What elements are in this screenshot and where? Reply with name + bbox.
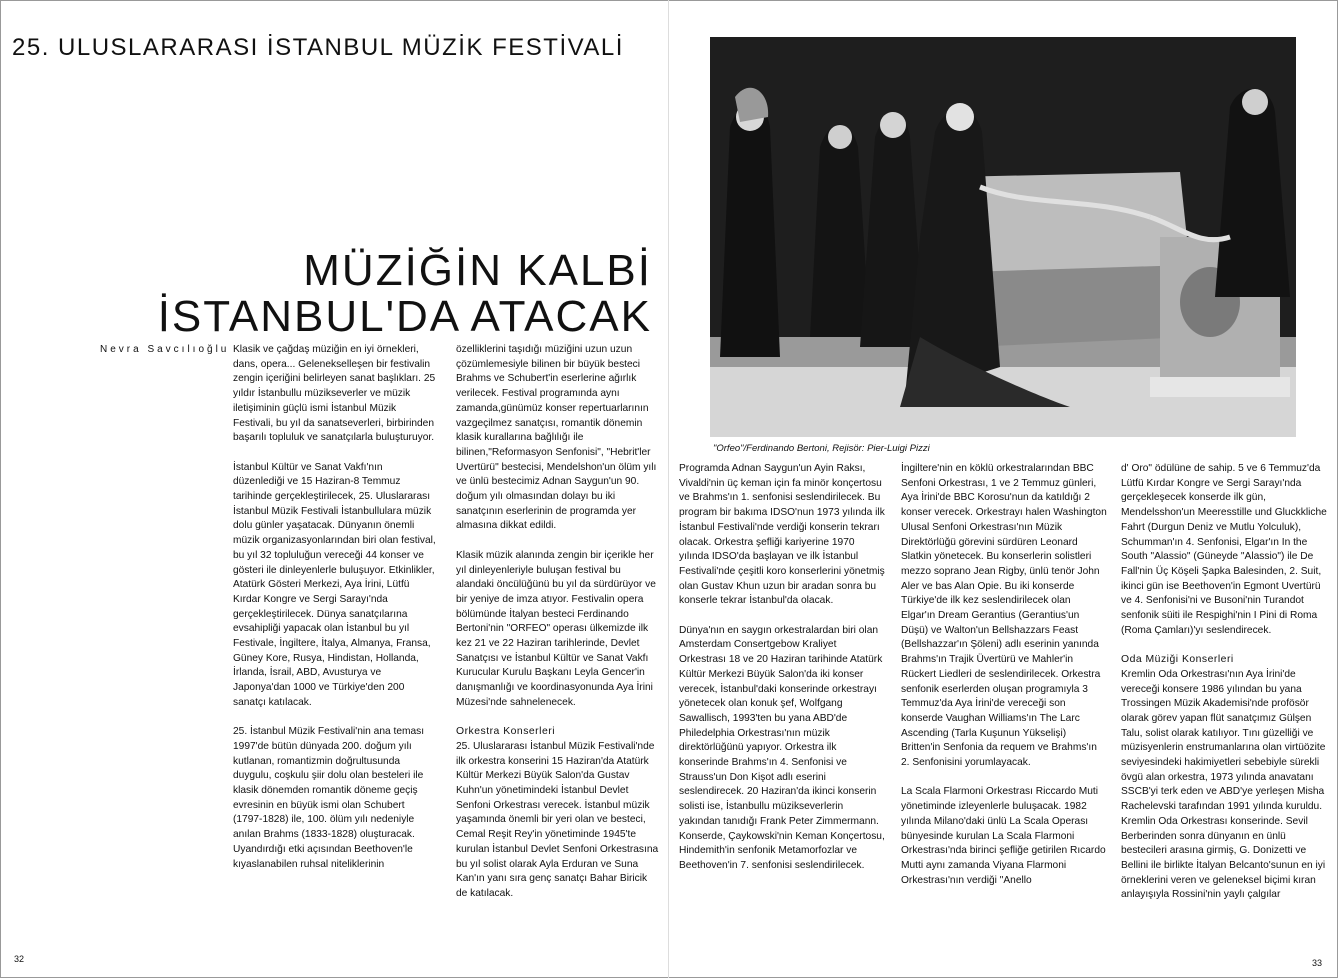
title-line-2: İSTANBUL'DA ATACAK: [157, 292, 652, 341]
page-number-left: 32: [14, 954, 25, 964]
festival-header: 25. ULUSLARARASI İSTANBUL MÜZİK FESTİVALİ: [12, 34, 624, 61]
section-heading-chamber: Oda Müziği Konserleri: [1121, 654, 1234, 666]
column-5: [1121, 462, 1327, 903]
paragraph: 25. Uluslararası İstanbul Müzik Festivali'nde ilk orkestra konserini 15 Haziran'da Atatürk Kültür Merkezi Büyük Salon'da Gustav Kuhn'un yönetimindeki İstanbul Devlet Senfoni Orkestrası verecek. İstanbul müzik yaşamında önemli bir yeri olan ve besteci, Cemal Reşit Rey'in yönetiminde 1945'te kurulan İstanbul Devlet Senfoni Orkestrasına bu yıl solist olarak Ayla Erduran ve Suna Kan'ın yanı sıra genç sanatçı Bahar Biricik de katılacak.: [456, 740, 659, 899]
title-line-1: MÜZİĞİN KALBİ: [303, 246, 652, 295]
column-2: [456, 343, 659, 902]
page-number-right: 33: [1312, 958, 1323, 968]
column-4: [901, 462, 1107, 888]
paragraph: La Scala Flarmoni Orkestrası Riccardo Muti yönetiminde izleyenlerle buluşacak. 1982 yılında Milano'daki ünlü La Scala Operası bünyesinde kurulan La Scala Flarmoni Orkestrası'nda birinci şefliğe getirilen Rıcardo Mutti aynı zamanda Viyana Flarmoni Orkestrası'nın verdiği "Anello: [901, 786, 1106, 886]
opera-photo: [710, 37, 1296, 437]
photo-caption: "Orfeo"/Ferdinando Bertoni, Rejisör: Pier-Luigi Pizzi: [713, 443, 930, 454]
paragraph: Programda Adnan Saygun'un Ayin Raksı, Vivaldi'nin üç keman için fa minör konçertosu ve Brahms'ın 1. senfonisi seslendirilecek. Bu program bir bakıma IDSO'nun 1973 yılında ilk İstanbul Festivali'nde verdiği konserin tekrarı olacak. Orkestra şefliği kariyerine 1970 yılında IDSO'da başlayan ve ilk İstanbul Festivali'nde çeşitli koro konserlerini yönetmiş olan Gustav Khun uzun bir aradan sonra bu konserle tekrar İstanbul'da olacak.: [679, 463, 885, 607]
paragraph: 25. İstanbul Müzik Festivali'nin ana teması 1997'de bütün dünyada 200. doğum yılı kutlanan, romantizmin doğrultusunda duygulu, coşkulu şiir dolu olan besteleri ile klasik dönemden romantik döneme geçiş evresinin en büyük ismi olan Schubert (1797-1828) ile, 100. ölüm yılı nedeniyle anılan Brahms (1833-1828) oluşturacak. Uyandırdığı etki açısından Beethoven'le kıyaslanabilen ruhsal niteliklerinin: [233, 726, 425, 870]
section-heading-orchestra: Orkestra Konserleri: [456, 726, 556, 738]
paragraph: Kremlin Oda Orkestrası'nın Aya İrini'de vereceği konsere 1986 yılından bu yana Trossingen Müzik Akademisi'nde profösör olarak görev yapan flüt sanatçımız Gülşen Talu, solist olarak katılıyor. Tını güzelliği ve müzisyenlerin enstrumanlarına olan virtüözite seviyesindeki hakimiyetleri sebebiyle sürekli övgü alan orkestra, 1973 yılında anavatanı SSCB'yi terk eden ve ABD'ye yerleşen Misha Rachelevski tarafından 1991 yılında kuruldu. Kremlin Oda Orkestrası konserinde. Sevil Berberinden sonra dünyanın en ünlü bestecileri arasına girmiş, G. Donizetti ve Bellini ile birlikte İtalyan Belcanto'sunun en iyi örneklerini veren ve geleneksel biçimi kıran anlayışıyla Rossini'nin yaylı çalgılar: [1121, 668, 1326, 901]
paragraph: İstanbul Kültür ve Sanat Vakfı'nın düzenlediği ve 15 Haziran-8 Temmuz tarihinde gerçekleştirilecek, 25. Uluslararası İstanbul Müzik Festivali İstanbullulara müzik dolu günler yaşatacak. Dünyanın önemli müzik organizasyonlarından biri olan festival, bu yıl 32 topluluğun vereceği 44 konser ve gösteri ile dinleyenlerle buluşuyor. Etkinlikler, Atatürk Gösteri Merkezi, Aya İrini, Lütfü Kırdar Kongre ve Sergi Sarayı'nda gerçekleştirilecek. Dünya sanatçılarına evsahipliği yapacak olan İstanbul bu yıl Festivale, İngiltere, İtalya, Almanya, Fransa, Güney Kore, Rusya, Hindistan, Hollanda, İrlanda, İsrail, ABD, Avusturya ve Japonya'dan 1000 ve Türkiye'den 200 sanatçı katılacak.: [233, 461, 436, 708]
paragraph: Dünya'nın en saygın orkestralardan biri olan Amsterdam Consertgebow Kraliyet Orkestrası 18 ve 20 Haziran tarihinde Atatürk Kültür Merkezi Büyük Salon'da iki konser verecek, İstanbul'daki konserinde orkestrayı yönetecek olan konuk şef, Wolfgang Sawallisch, 1993'ten bu yana ABD'de Philedelphia Orkestrası'nın müzik direktörlüğünü yapıyor. Orkestra ilk konserinde Brahms'ın 4. Senfonisi ve Strauss'un Don Kişot adlı eserini seslendirecek. 20 Haziran'da ikinci konserin solisti ise, İstanbullu müzikseverlerin yakından tanıdığı Frank Peter Zimmermann. Konserde, Çaykowski'nin Keman Konçertosu, Hindemith'in senfonik Metamorfozlar ve Beethoven'in 7. senfonisi seslendirilecek.: [679, 624, 885, 871]
paragraph: d' Oro" ödülüne de sahip. 5 ve 6 Temmuz'da Lütfü Kırdar Kongre ve Sergi Sarayı'nda gerçekleşecek konserde ilk gün, Mendelsshon'un Meeresstille und Gluckkliche Fahrt (Durgun Deniz ve Mutlu Yolculuk), Schumman'ın 4. Senfonisi, Elgar'ın In the South "Alassio" (Güneyde "Alassio") ile De Fall'nin Üç Köşeli Şapka Balesinden, 2. Suit, ikinci gün ise Beethoven'in Egmont Uvertürü ve 4. Senfonisi'ni ve Busoni'nin Turandot senfonik süiti ile Respighi'nin I Pini di Roma (Roma Çamları)'yı seslendirecek.: [1121, 463, 1327, 636]
author-byline: Nevra Savcılıoğlu: [100, 344, 230, 355]
column-3: [679, 462, 885, 874]
photo-illustration: [710, 37, 1296, 437]
paragraph: İngiltere'nin en köklü orkestralarından BBC Senfoni Orkestrası, 1 ve 2 Temmuz günleri, Aya İrini'de BBC Korosu'nun da katıldığı 2 konser verecek. Orkestrayı halen Washington Ulusal Senfoni Orkestrası'nın Müzik Direktörlüğü görevini sürdüren Leonard Slatkin yönetecek. Bu konserlerin solistleri mezzo soprano Jean Rigby, ünlü tenör John Aler ve bas Alan Opie. Bu iki konserde Türkiye'de ilk kez seslendirilecek olan Elgar'ın Dream Gerantius (Gerantius'un Düşü) ve Walton'un Bellshazzars Feast (Bellshazzar'ın Şöleni) adlı eserinin yanında Brahms'ın Trajik Üvertürü ve Mahler'in Rückert Liedleri de seslendirilecek. Orkestra senfonik eserlerden oluşan programıyla 3 Temmuz'da Aya İrini'de vereceği son konserde Vaughan Williams'ın The Larc Ascending (Tarla Kuşunun Yükselişi) Britten'in Senfonia da requem ve Brahms'ın 2. Senfonisini yorumlayacak.: [901, 463, 1107, 769]
paragraph: Klasik müzik alanında zengin bir içerikle her yıl dinleyenleriyle buluşan festival bu alandaki öncülüğünü bu yıl da sürdürüyor ve bir yeniye de imza atıyor. Festivalin opera bölümünde İtalyan besteci Ferdinando Bertoni'nin "ORFEO" operası ülkemizde ilk kez 21 ve 22 Haziran tarihlerinde, Devlet Sanatçısı ve İstanbul Kültür ve Sanat Vakfı Kurucular Kurulu Başkanı Leyla Gencer'in danışmanlığı ve koordinasyonunda Aya İrini Müzesi'nde sahnelenecek.: [456, 549, 656, 708]
paragraph: Klasik ve çağdaş müziğin en iyi örnekleri, dans, opera... Gelenekselleşen bir festivalin zengin içeriğini belirleyen sanat başlıkları. 25 yıldır İstanbullu müzikseverler ve müzik iletişiminin güçlü ismi İstanbul Müzik Festivali, bu yıl da sanatseverleri, birbirinden başarılı topluluk ve sanatçılarla buluşturuyor.: [233, 344, 436, 444]
paragraph: özelliklerini taşıdığı müziğini uzun uzun çözümlemesiyle bilinen bir büyük besteci Brahms ve Schubert'in eserlerine ağırlık verilecek. Festival programında aynı zamanda,günümüz konser repertuarlarının vazgeçilmez sanatçısı, romantik dönemin klasik kurallarına bağlılığı ile bilinen,"Reformasyon Senfonisi", "Hebrit'ler Uvertürü" bestecisi, Mendelshon'un ölüm yılı ve ünlü bestecimiz Adnan Saygun'un 90. doğum yılı olmasından dolayı bu iki sanatçının eserlerinin de programda yer almasına dikkat edildi.: [456, 344, 657, 532]
column-1: [233, 343, 436, 872]
page-fold: [668, 0, 669, 978]
article-title: [158, 248, 652, 340]
